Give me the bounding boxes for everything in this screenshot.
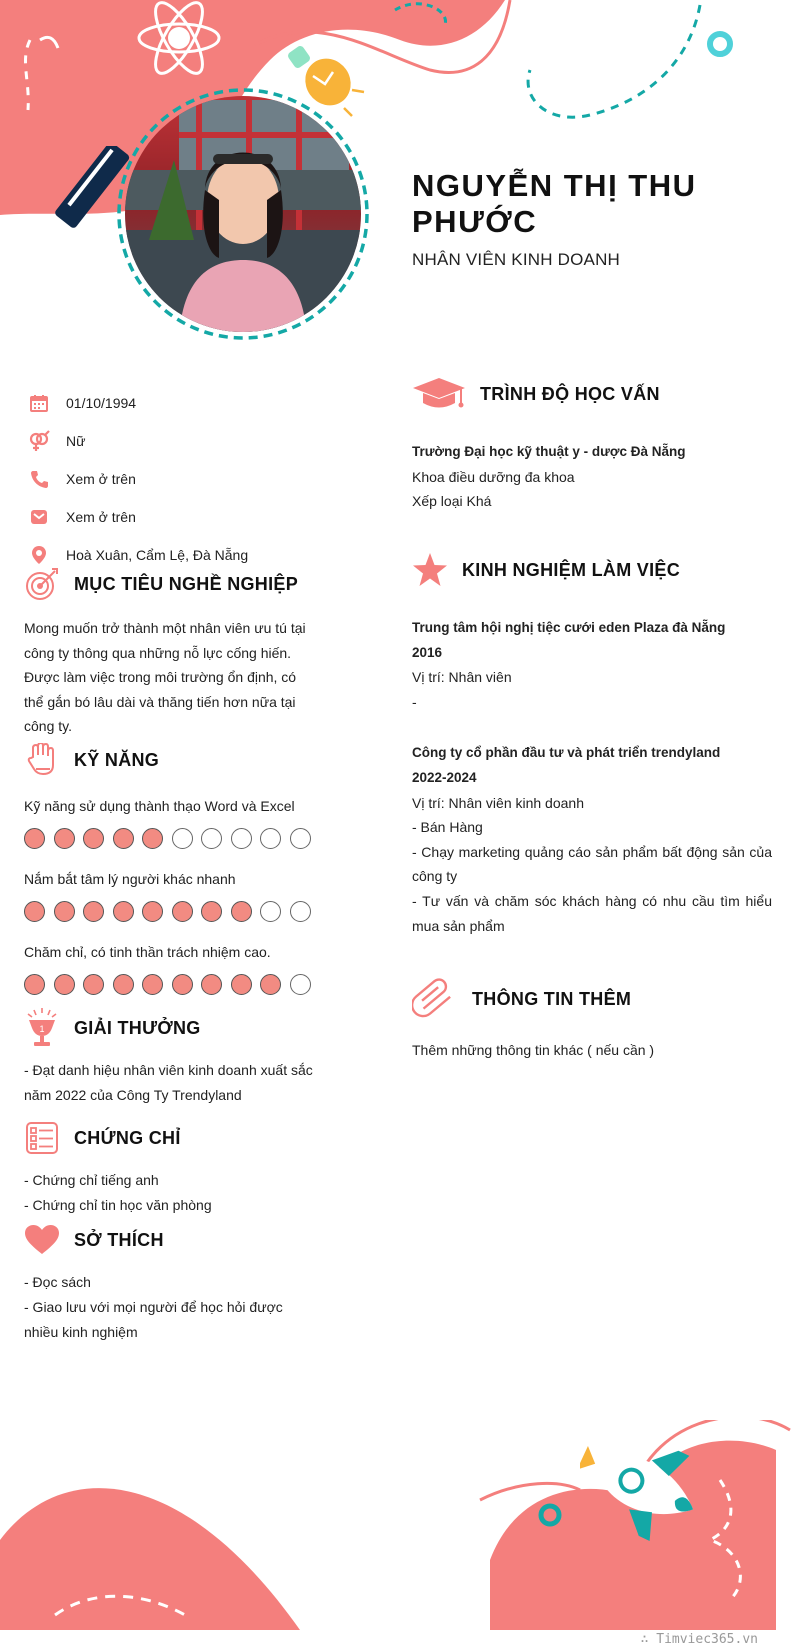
experience-detail: - Tư vấn và chăm sóc khách hàng có nhu cầu tìm hiểu mua sản phẩm [412, 892, 772, 934]
education-heading [412, 376, 772, 412]
education-major: Khoa điều dưỡng đa khoa [412, 468, 575, 485]
rating-dot-empty [290, 828, 311, 849]
experience-section [412, 552, 772, 938]
skill-item [24, 942, 314, 995]
experience-detail: - [412, 693, 417, 710]
objective-section [24, 566, 308, 739]
rating-dot-filled [172, 974, 193, 995]
contact-gender [28, 422, 358, 460]
extra-section [412, 978, 772, 1063]
rating-dot-empty [260, 828, 281, 849]
experience-item [412, 616, 772, 714]
hand-icon [24, 742, 60, 778]
extra-text: Thêm những thông tin khác ( nếu cần ) [412, 1042, 655, 1058]
awards-section [24, 1010, 314, 1107]
svg-text:1: 1 [39, 1024, 45, 1034]
rating-dot-empty [290, 974, 311, 995]
rating-dot-filled [83, 828, 104, 849]
education-section [412, 376, 772, 514]
education-grade: Xếp loại Khá [412, 493, 492, 510]
skill-label: Nắm bắt tâm lý người khác nhanh [24, 871, 236, 887]
contact-birthday-text: 01/10/1994 [66, 395, 137, 411]
rocket-icon [580, 1432, 710, 1542]
skills-heading [24, 742, 314, 778]
rating-dot-filled [201, 901, 222, 922]
profile-job-title: NHÂN VIÊN KINH DOANH [412, 250, 621, 269]
gender-icon [28, 430, 50, 452]
awards-heading [24, 1010, 314, 1046]
phone-icon [28, 468, 50, 490]
graduation-cap-icon [412, 376, 466, 412]
experience-period: 2022-2024 [412, 769, 477, 785]
profile-photo [109, 80, 377, 348]
experience-heading [412, 552, 772, 588]
atom-icon [134, 0, 224, 82]
rating-dot-filled [172, 901, 193, 922]
skill-item [24, 869, 314, 922]
skill-rating [24, 974, 314, 995]
hobbies-heading [24, 1222, 314, 1258]
certificates-title: CHỨNG CHỈ [74, 1127, 181, 1148]
location-icon [28, 544, 50, 566]
rating-dot-empty [201, 828, 222, 849]
checklist-icon [24, 1120, 60, 1156]
extra-heading [412, 978, 772, 1020]
experience-item [412, 741, 772, 938]
hobby-item: - Đọc sách [24, 1274, 91, 1290]
rating-dot-filled [231, 974, 252, 995]
experience-position: Vị trí: Nhân viên kinh doanh [412, 794, 584, 811]
contact-birthday [28, 384, 358, 422]
experience-period: 2016 [412, 644, 443, 660]
skill-label: Kỹ năng sử dụng thành thạo Word và Excel [24, 798, 295, 814]
hobbies-section [24, 1222, 314, 1345]
hobbies-title: SỞ THÍCH [74, 1229, 164, 1250]
experience-detail: - Chạy marketing quảng cáo sản phẩm bất động sản của công ty [412, 843, 772, 885]
objective-text: Mong muốn trở thành một nhân viên ưu tú tại công ty thông qua những nỗ lực cống hiến. Được làm việc trong môi trường ổn định, có thể gắn bó lâu dài và thăng tiến hơn nữa tại công ty. [24, 620, 306, 735]
education-title: TRÌNH ĐỘ HỌC VẤN [480, 383, 660, 404]
rating-dot-filled [24, 974, 45, 995]
awards-text: - Đạt danh hiệu nhân viên kinh doanh xuất sắc năm 2022 của Công Ty Trendyland [24, 1062, 313, 1103]
contact-gender-text: Nữ [66, 433, 86, 449]
rating-dot-empty [260, 901, 281, 922]
email-icon [28, 506, 50, 528]
awards-title: GIẢI THƯỞNG [74, 1017, 201, 1038]
experience-company: Công ty cổ phần đầu tư và phát triển trendyland [412, 745, 721, 761]
objective-title: MỤC TIÊU NGHỀ NGHIỆP [74, 573, 299, 594]
contact-phone [28, 460, 358, 498]
rating-dot-empty [231, 828, 252, 849]
rating-dot-filled [54, 901, 75, 922]
profile-name: NGUYỄN THỊ THU PHƯỚC [412, 168, 697, 239]
certificates-heading [24, 1120, 314, 1156]
contact-phone-text: Xem ở trên [66, 471, 136, 487]
rating-dot-empty [290, 901, 311, 922]
rating-dot-filled [24, 828, 45, 849]
rating-dot-filled [201, 974, 222, 995]
contact-address-text: Hoà Xuân, Cẩm Lệ, Đà Nẵng [66, 547, 249, 563]
rating-dot-filled [260, 974, 281, 995]
experience-title: KINH NGHIỆM LÀM VIỆC [462, 559, 681, 580]
extra-title: THÔNG TIN THÊM [472, 988, 632, 1009]
contact-list [28, 384, 358, 574]
target-icon [24, 566, 60, 602]
rating-dot-filled [54, 974, 75, 995]
rating-dot-filled [142, 828, 163, 849]
hobby-item: - Giao lưu với mọi người để học hỏi được nhiều kinh nghiệm [24, 1299, 283, 1340]
experience-detail: - Bán Hàng [412, 819, 483, 836]
watermark: ∴ Timviec365.vn [640, 1632, 758, 1647]
paperclip-icon [412, 978, 458, 1020]
heart-icon [24, 1222, 60, 1258]
rating-dot-filled [142, 974, 163, 995]
education-school: Trường Đại học kỹ thuật y - dược Đà Nẵng [412, 444, 686, 459]
rating-dot-filled [113, 828, 134, 849]
contact-email [28, 498, 358, 536]
rating-dot-filled [83, 901, 104, 922]
skill-item [24, 796, 314, 849]
rating-dot-filled [142, 901, 163, 922]
skills-section [24, 742, 314, 1015]
rating-dot-filled [54, 828, 75, 849]
rating-dot-filled [231, 901, 252, 922]
experience-company: Trung tâm hội nghị tiệc cưới eden Plaza đà Nẵng [412, 620, 726, 635]
certificates-section [24, 1120, 314, 1218]
skill-rating [24, 828, 314, 849]
calendar-icon [28, 392, 50, 414]
contact-email-text: Xem ở trên [66, 509, 136, 525]
rating-dot-filled [113, 901, 134, 922]
skill-rating [24, 901, 314, 922]
skills-title: KỸ NĂNG [74, 749, 160, 770]
certificate-item: - Chứng chỉ tiếng anh [24, 1172, 159, 1188]
skill-label: Chăm chỉ, có tinh thần trách nhiệm cao. [24, 944, 271, 960]
certificate-item: - Chứng chỉ tin học văn phòng [24, 1197, 212, 1213]
objective-heading [24, 566, 308, 602]
experience-position: Vị trí: Nhân viên [412, 669, 512, 686]
rating-dot-filled [113, 974, 134, 995]
star-icon [412, 552, 448, 588]
rating-dot-filled [24, 901, 45, 922]
rating-dot-filled [83, 974, 104, 995]
trophy-icon [24, 1010, 60, 1046]
rating-dot-empty [172, 828, 193, 849]
